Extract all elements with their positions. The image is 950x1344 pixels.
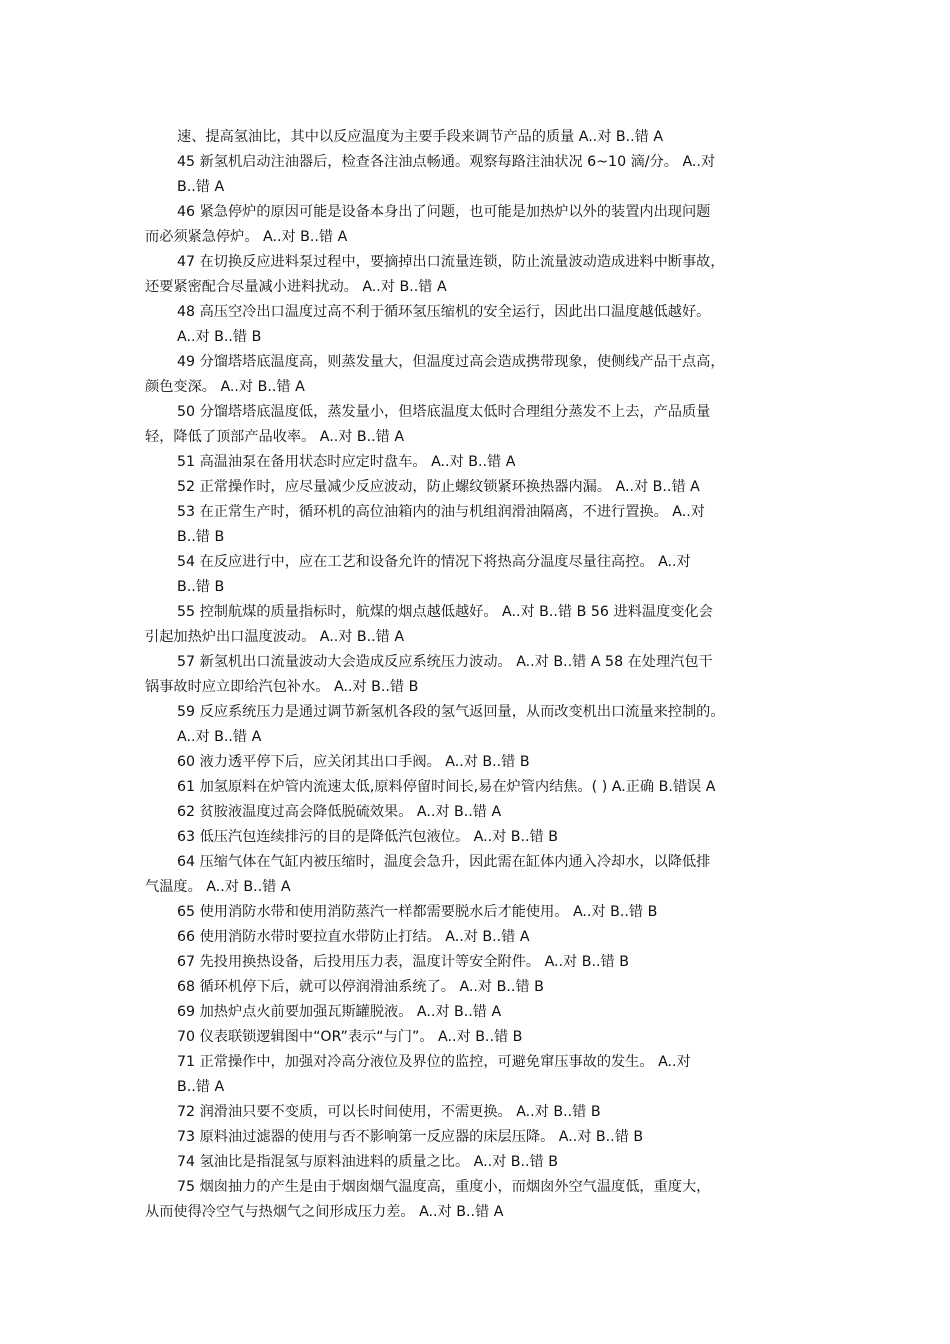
- text-line: 引起加热炉出口温度波动。 A..对 B..错 A: [145, 629, 405, 645]
- text-line: 60 液力透平停下后，应关闭其出口手阀。 A..对 B..错 B: [177, 754, 530, 770]
- text-line: 55 控制航煤的质量指标时，航煤的烟点越低越好。 A..对 B..错 B 56 进料温度变化会: [177, 604, 713, 620]
- text-line: 75 烟囱抽力的产生是由于烟囱烟气温度高，重度小，而烟囱外空气温度低，重度大，: [177, 1179, 711, 1195]
- text-line: 轻，降低了顶部产品收率。 A..对 B..错 A: [145, 429, 405, 445]
- text-line: 46 紧急停炉的原因可能是设备本身出了问题，也可能是加热炉以外的装置内出现问题: [177, 204, 711, 220]
- text-line: 66 使用消防水带时要拉直水带防止打结。 A..对 B..错 A: [177, 929, 530, 945]
- text-line: 速、提高氢油比，其中以反应温度为主要手段来调节产品的质量 A..对 B..错 A: [177, 129, 664, 145]
- text-line: 49 分馏塔塔底温度高，则蒸发量大，但温度过高会造成携带现象，使侧线产品干点高，: [177, 354, 725, 370]
- text-line: 52 正常操作时，应尽量减少反应波动，防止螺纹锁紧环换热器内漏。 A..对 B..错 A: [177, 479, 700, 495]
- text-line: 还要紧密配合尽量减小进料扰动。 A..对 B..错 A: [145, 279, 447, 295]
- text-line: 51 高温油泵在备用状态时应定时盘车。 A..对 B..错 A: [177, 454, 516, 470]
- text-line: A..对 B..错 B: [177, 329, 262, 345]
- text-line: 70 仪表联锁逻辑图中“OR”表示“与门”。 A..对 B..错 B: [177, 1029, 523, 1045]
- text-line: 71 正常操作中，加强对冷高分液位及界位的监控，可避免窜压事故的发生。 A..对: [177, 1054, 691, 1070]
- text-line: 69 加热炉点火前要加强瓦斯罐脱液。 A..对 B..错 A: [177, 1004, 502, 1020]
- text-line: 45 新氢机启动注油器后，检查各注油点畅通。观察每路注油状况 6~10 滴/分。 A..对: [177, 154, 716, 170]
- text-line: 59 反应系统压力是通过调节新氢机各段的氢气返回量，从而改变机出口流量来控制的。: [177, 704, 725, 720]
- text-line: 62 贫胺液温度过高会降低脱硫效果。 A..对 B..错 A: [177, 804, 502, 820]
- text-line: 从而使得冷空气与热烟气之间形成压力差。 A..对 B..错 A: [145, 1204, 504, 1220]
- text-line: 73 原料油过滤器的使用与否不影响第一反应器的床层压降。 A..对 B..错 B: [177, 1129, 644, 1145]
- text-line: 锅事故时应立即给汽包补水。 A..对 B..错 B: [145, 679, 419, 695]
- text-line: 57 新氢机出口流量波动大会造成反应系统压力波动。 A..对 B..错 A 58 在处理汽包干: [177, 654, 713, 670]
- document-body: [145, 125, 810, 1225]
- text-line: 47 在切换反应进料泵过程中，要摘掉出口流量连锁，防止流量波动造成进料中断事故，: [177, 254, 725, 270]
- text-line: 54 在反应进行中，应在工艺和设备允许的情况下将热高分温度尽量往高控。 A..对: [177, 554, 691, 570]
- text-line: 50 分馏塔塔底温度低，蒸发量小，但塔底温度太低时合理组分蒸发不上去，产品质量: [177, 404, 711, 420]
- text-line: 65 使用消防水带和使用消防蒸汽一样都需要脱水后才能使用。 A..对 B..错 B: [177, 904, 658, 920]
- text-line: 72 润滑油只要不变质，可以长时间使用，不需更换。 A..对 B..错 B: [177, 1104, 601, 1120]
- text-line: B..错 A: [177, 179, 225, 195]
- text-line: B..错 A: [177, 1079, 225, 1095]
- text-line: 48 高压空冷出口温度过高不利于循环氢压缩机的安全运行，因此出口温度越低越好。: [177, 304, 711, 320]
- text-line: 53 在正常生产时，循环机的高位油箱内的油与机组润滑油隔离，不进行置换。 A..对: [177, 504, 705, 520]
- text-line: B..错 B: [177, 579, 225, 595]
- text-line: 气温度。 A..对 B..错 A: [145, 879, 291, 895]
- text-line: 而必须紧急停炉。 A..对 B..错 A: [145, 229, 348, 245]
- text-line: 67 先投用换热设备，后投用压力表，温度计等安全附件。 A..对 B..错 B: [177, 954, 629, 970]
- text-line: 61 加氢原料在炉管内流速太低,原料停留时间长,易在炉管内结焦。( ) A.正确 B.错误 A: [177, 779, 716, 795]
- text-line: 63 低压汽包连续排污的目的是降低汽包液位。 A..对 B..错 B: [177, 829, 558, 845]
- text-line: 74 氢油比是指混氢与原料油进料的质量之比。 A..对 B..错 B: [177, 1154, 558, 1170]
- text-line: 64 压缩气体在气缸内被压缩时，温度会急升，因此需在缸体内通入冷却水，以降低排: [177, 854, 711, 870]
- text-line: 颜色变深。 A..对 B..错 A: [145, 379, 305, 395]
- text-line: 68 循环机停下后，就可以停润滑油系统了。 A..对 B..错 B: [177, 979, 544, 995]
- text-line: A..对 B..错 A: [177, 729, 262, 745]
- text-line: B..错 B: [177, 529, 225, 545]
